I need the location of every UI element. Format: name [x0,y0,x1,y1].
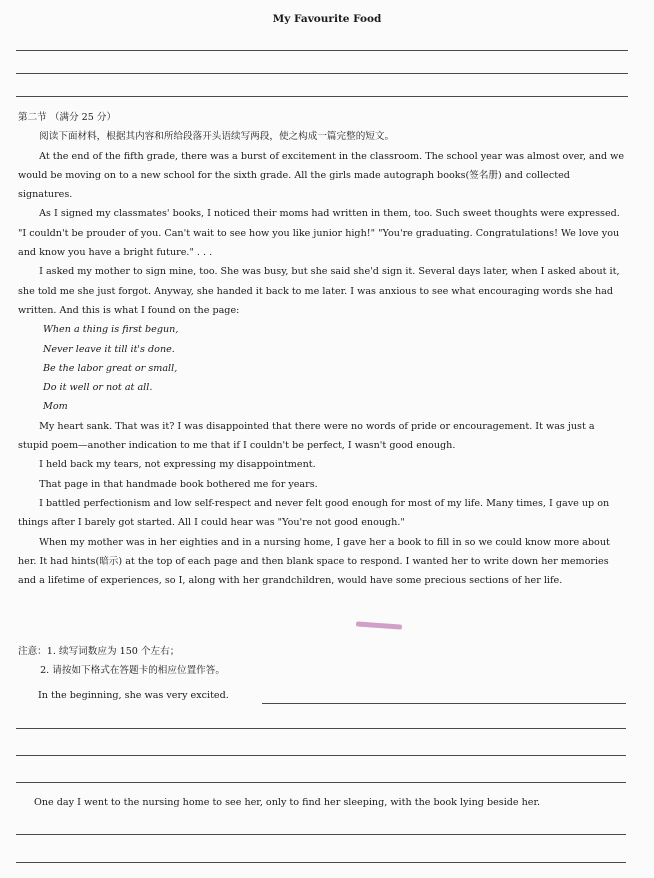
poem-line: When a thing is first begun, [43,324,179,336]
highlighter-mark [356,621,402,629]
paragraph: My heart sank. That was it? I was disappointed that there were no words of pride or encouragement. It was just a stupid poem—another indication to me that if I couldn't be perfect, I wasn't good enough. [18,420,595,452]
essay-title: My Favourite Food [272,13,382,25]
notes [18,642,626,680]
poem-line: Be the labor great or small, [43,362,178,374]
paragraph: When my mother was in her eighties and in a nursing home, I gave her a book to fill in so we could know more about her. It had hints(暗示) at the top of each page and then blank space to respond. I wanted her to write down her memories and a lifetime of experiences, so I, along with her grandchildren, would have some precious sections of her life. [18,536,610,587]
poem-line: Never leave it till it's done. [43,343,175,355]
answer-line [16,834,626,835]
section-heading: 第二节 （满分 25 分） [18,112,117,123]
writing-line [16,73,628,74]
paragraph: I held back my tears, not expressing my disappointment. [39,459,316,471]
note-format: 2. 请按如下格式在答题卡的相应位置作答。 [40,665,225,676]
writing-line [16,50,628,51]
note-word-count: 注意：1. 续写词数应为 150 个左右； [18,646,180,657]
answer-line [262,703,626,704]
poem-line: Do it well or not at all. [43,382,153,394]
paragraph: That page in that handmade book bothered me for years. [39,478,318,490]
poem-signature: Mom [43,401,68,413]
paragraph: I battled perfectionism and low self-respect and never felt good enough for most of my life. Many times, I gave up on things after I barely got started. All I could hear was "You're not good enough." [18,497,610,529]
answer-line [16,782,626,783]
paragraph: As I signed my classmates' books, I noticed their moms had written in them, too. Such sweet thoughts were expressed. "I couldn't be prouder of you. Can't wait to see how you like junior high!" "You're graduating. Congratulations! We love you and know you have a bright future." . . . [18,208,620,259]
answer-line [16,755,626,756]
answer-line [16,862,626,863]
paragraph-1-start: In the beginning, she was very excited. [38,690,229,701]
passage [18,108,626,590]
paragraph: I asked my mother to sign mine, too. She was busy, but she said she'd sign it. Several days later, when I asked about it, she told me she just forgot. Anyway, she handed it back to me later. I was anxious to see what encouraging words she had written. And this is what I found on the page: [18,266,620,316]
instruction-text: 阅读下面材料，根据其内容和所给段落开头语续写两段，使之构成一篇完整的短文。 [39,131,395,143]
paragraph-2-start: One day I went to the nursing home to see her, only to find her sleeping, with the book lying beside her. [34,797,541,808]
writing-line [16,96,628,97]
poem [18,320,626,416]
answer-line [16,728,626,729]
paragraph: At the end of the fifth grade, there was a burst of excitement in the classroom. The school year was almost over, and we would be moving on to a new school for the sixth grade. All the girls made autograph books(签名册) and collected signatures. [18,150,625,201]
